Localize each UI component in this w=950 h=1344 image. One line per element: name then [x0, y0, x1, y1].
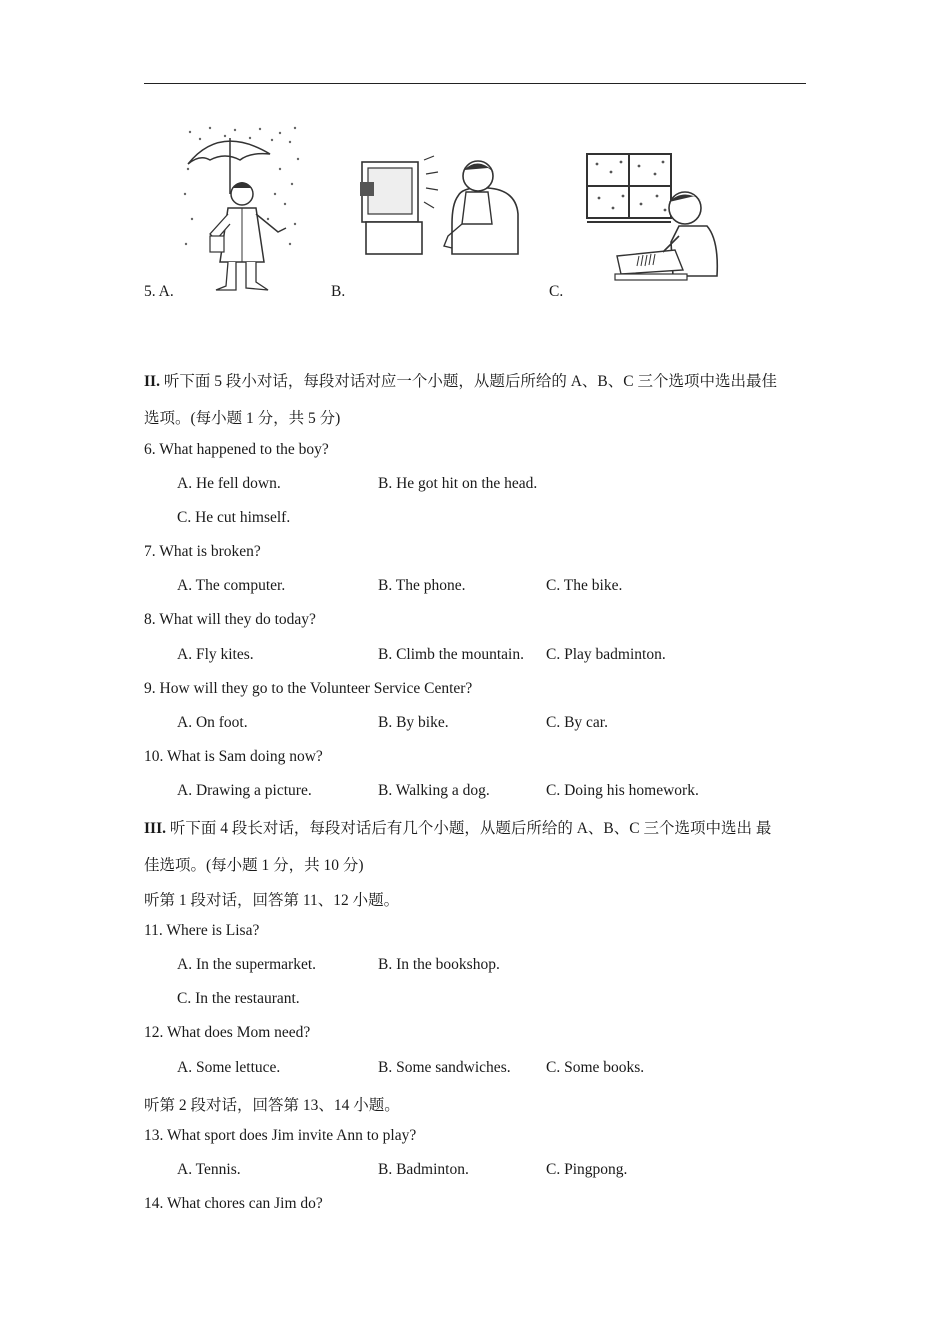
- header-rule: [144, 83, 806, 84]
- dialog-2-instruction: 听第 2 段对话，回答第 13、14 小题。: [144, 1097, 400, 1114]
- q8-option-a: A. Fly kites.: [177, 646, 254, 663]
- q11-option-a: A. In the supermarket.: [177, 956, 317, 973]
- q9-option-c: C. By car.: [546, 714, 608, 731]
- q10-option-b: B. Walking a dog.: [378, 782, 490, 799]
- question-12: 12. What does Mom need?: [144, 1024, 311, 1041]
- q6-option-a: A. He fell down.: [177, 475, 281, 492]
- section-2-heading-line2: 选项。(每小题 1 分，共 5 分): [144, 410, 341, 427]
- section-3-heading-text: 听下面 4 段长对话，每段对话后有几个小题，从题后所给的 A、B、C 三个选项中选出 最: [165, 820, 772, 837]
- q10-option-c: C. Doing his homework.: [546, 782, 699, 799]
- q7-option-c: C. The bike.: [546, 577, 623, 594]
- q10-option-a: A. Drawing a picture.: [177, 782, 312, 799]
- q11-option-c: C. In the restaurant.: [177, 990, 300, 1007]
- question-6: 6. What happened to the boy?: [144, 441, 329, 458]
- picture-b-watching-tv: [348, 154, 523, 258]
- q8-option-c: C. Play badminton.: [546, 646, 666, 663]
- q5-option-a-label: 5. A.: [144, 283, 174, 300]
- question-13: 13. What sport does Jim invite Ann to play?: [144, 1127, 417, 1144]
- q13-option-a: A. Tennis.: [177, 1161, 241, 1178]
- question-10: 10. What is Sam doing now?: [144, 748, 323, 765]
- q7-option-a: A. The computer.: [177, 577, 286, 594]
- section-3-roman: III.: [144, 820, 166, 837]
- q5-option-c-label: C.: [549, 283, 564, 300]
- question-7: 7. What is broken?: [144, 543, 261, 560]
- question-9: 9. How will they go to the Volunteer Service Center?: [144, 680, 473, 697]
- q13-option-b: B. Badminton.: [378, 1161, 469, 1178]
- section-3-heading: [144, 816, 771, 838]
- picture-c-homework-window: [583, 152, 723, 284]
- q8-option-b: B. Climb the mountain.: [378, 646, 524, 663]
- q12-option-c: C. Some books.: [546, 1059, 645, 1076]
- q5-option-b-label: B.: [331, 283, 346, 300]
- q13-option-c: C. Pingpong.: [546, 1161, 628, 1178]
- question-14: 14. What chores can Jim do?: [144, 1195, 323, 1212]
- question-8: 8. What will they do today?: [144, 611, 316, 628]
- section-2-heading: [144, 369, 777, 391]
- section-3-heading-line2: 佳选项。(每小题 1 分，共 10 分): [144, 857, 364, 874]
- picture-a-umbrella-rain: [180, 124, 305, 296]
- section-2-heading-text: 听下面 5 段小对话，每段对话对应一个小题，从题后所给的 A、B、C 三个选项中选出最佳: [159, 373, 777, 390]
- q6-option-c: C. He cut himself.: [177, 509, 291, 526]
- q7-option-b: B. The phone.: [378, 577, 466, 594]
- q11-option-b: B. In the bookshop.: [378, 956, 500, 973]
- q9-option-a: A. On foot.: [177, 714, 248, 731]
- section-2-roman: II.: [144, 373, 160, 390]
- dialog-1-instruction: 听第 1 段对话，回答第 11、12 小题。: [144, 892, 400, 909]
- q6-option-b: B. He got hit on the head.: [378, 475, 538, 492]
- q12-option-a: A. Some lettuce.: [177, 1059, 281, 1076]
- q12-option-b: B. Some sandwiches.: [378, 1059, 511, 1076]
- question-11: 11. Where is Lisa?: [144, 922, 260, 939]
- q9-option-b: B. By bike.: [378, 714, 449, 731]
